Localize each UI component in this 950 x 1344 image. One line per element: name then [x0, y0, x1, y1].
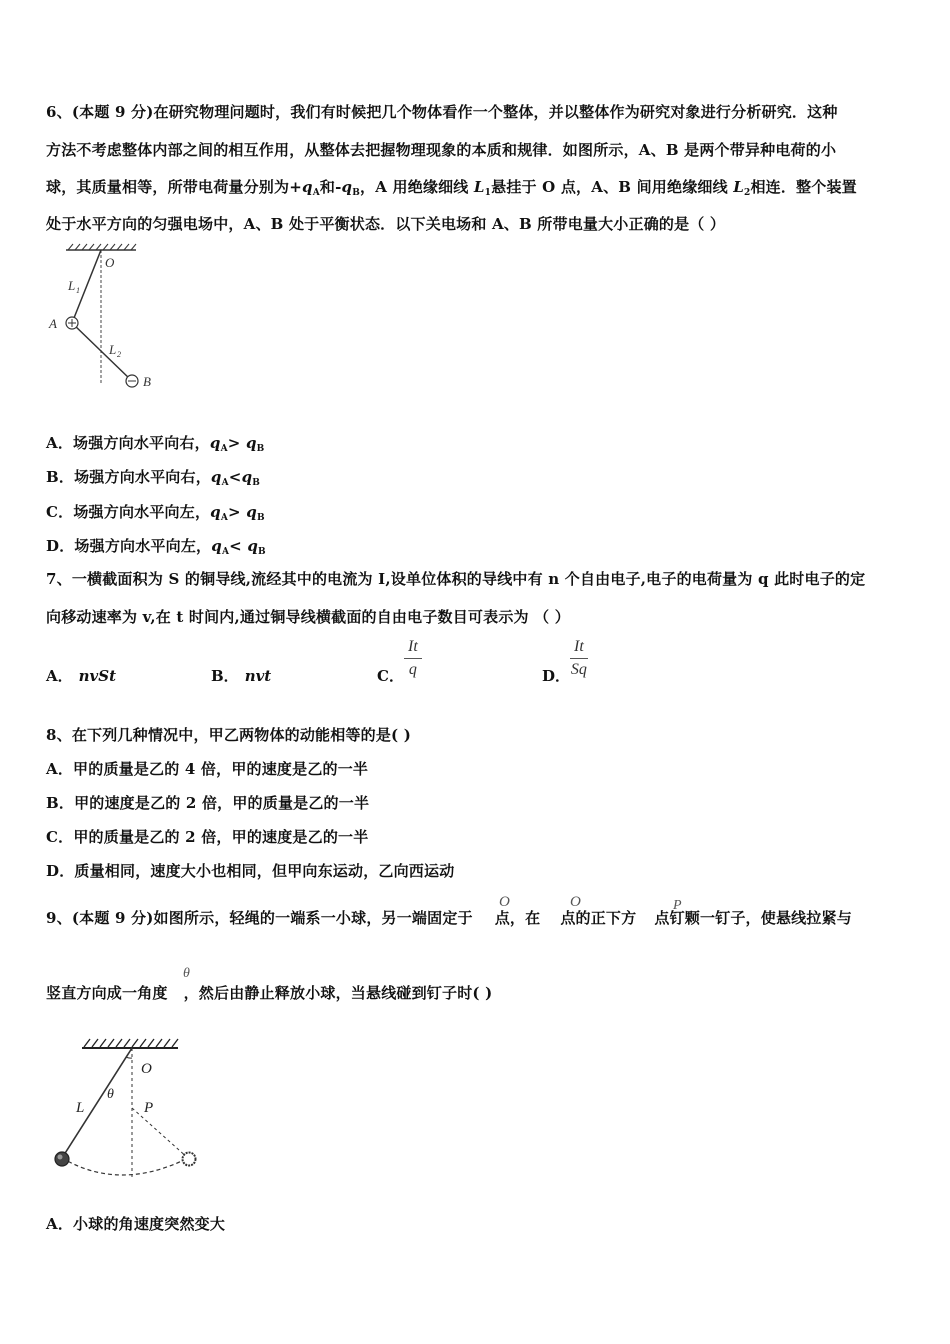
q8-option-c[interactable]: C．甲的质量是乙的 2 倍，甲的速度是乙的一半 [46, 828, 369, 846]
q6-line3: 球，其质量相等，所带电荷量分别为$+q_A$和$-q_B$，A 用绝缘细线 $L_1$悬挂于 O 点，A、B 间用绝缘细线 $L_2$相连．整个装置 [46, 178, 857, 198]
q7-option-d-fraction: $\frac{It}{Sq}$ [570, 638, 587, 678]
q6-option-d[interactable]: D．场强方向水平向左，$q_A< q_B$ [46, 537, 266, 557]
q7-line1: 7、一横截面积为 S 的铜导线,流经其中的电流为 I,设单位体积的导线中有 n 个自由电子,电子的电荷量为 q 此时电子的定 [46, 570, 866, 588]
q8-stem: 8、在下列几种情况中，甲乙两物体的动能相等的是( ) [46, 726, 412, 744]
q6-line1: 6、(本题 9 分)在研究物理问题时，我们有时候把几个物体看作一个整体，并以整体作为研究对象进行分析研究．这种 [46, 103, 838, 121]
q6-option-c[interactable]: C．场强方向水平向左，$q_A> q_B$ [46, 503, 265, 523]
q7-option-d[interactable]: D． [542, 667, 571, 685]
q9-symbol-O-1: O [499, 894, 510, 910]
q9-fig-label-O: O [141, 1061, 152, 1077]
q9-fig-label-P: P [144, 1100, 154, 1116]
q9-symbol-O-2: O [570, 894, 581, 910]
q9-line1: 9、(本题 9 分)如图所示，轻绳的一端系一小球，另一端固定于 点，在 点的正下方 点钉颗一钉子，使悬线拉紧与 [46, 909, 852, 927]
q6-option-b[interactable]: B．场强方向水平向右，$q_A<q_B$ [46, 468, 261, 488]
q8-option-b[interactable]: B．甲的速度是乙的 2 倍，甲的质量是乙的一半 [46, 794, 370, 812]
q7-option-c-fraction: $\frac{It}{q}$ [404, 638, 422, 679]
q9-option-a[interactable]: A．小球的角速度突然变大 [46, 1215, 226, 1233]
q9-fig-label-theta: θ [107, 1087, 114, 1102]
q9-symbol-P: P [673, 898, 682, 913]
q9-symbol-theta: θ [183, 966, 190, 981]
q6-line4: 处于水平方向的匀强电场中，A、B 处于平衡状态．以下关电场和 A、B 所带电量大小正确的是（ ） [46, 215, 726, 233]
q6-figure [44, 240, 174, 400]
q6-fig-label-A: A [49, 316, 57, 331]
q9-line2: 竖直方向成一角度 ，然后由静止释放小球，当悬线碰到钉子时( ) [46, 984, 493, 1002]
q8-option-d[interactable]: D．质量相同，速度大小也相同，但甲向东运动，乙向西运动 [46, 862, 455, 880]
q9-fig-label-L: L [76, 1100, 85, 1116]
q7-option-a[interactable]: A． nvSt [46, 667, 117, 685]
q6-fig-label-O: O [105, 255, 115, 270]
q6-fig-label-L1-sub: 1 [76, 286, 80, 295]
q7-line2: 向移动速率为 v,在 t 时间内,通过铜导线横截面的自由电子数目可表示为 （ ） [46, 608, 570, 626]
q6-line2: 方法不考虑整体内部之间的相互作用，从整体去把握物理现象的本质和规律．如图所示，A、B 是两个带异种电荷的小 [46, 141, 837, 159]
q6-option-a[interactable]: A．场强方向水平向右，$q_A> q_B$ [46, 434, 265, 454]
q7-option-c[interactable]: C． [377, 667, 404, 685]
q8-option-a[interactable]: A．甲的质量是乙的 4 倍，甲的速度是乙的一半 [46, 760, 369, 778]
q6-fig-label-L1: L [68, 278, 76, 293]
q6-fig-label-L2-sub: 2 [117, 350, 121, 359]
q9-figure [50, 1030, 190, 1190]
q6-fig-label-B: B [143, 374, 151, 389]
q6-fig-label-L2: L [109, 342, 117, 357]
q7-option-b[interactable]: B． nvt [211, 667, 272, 685]
